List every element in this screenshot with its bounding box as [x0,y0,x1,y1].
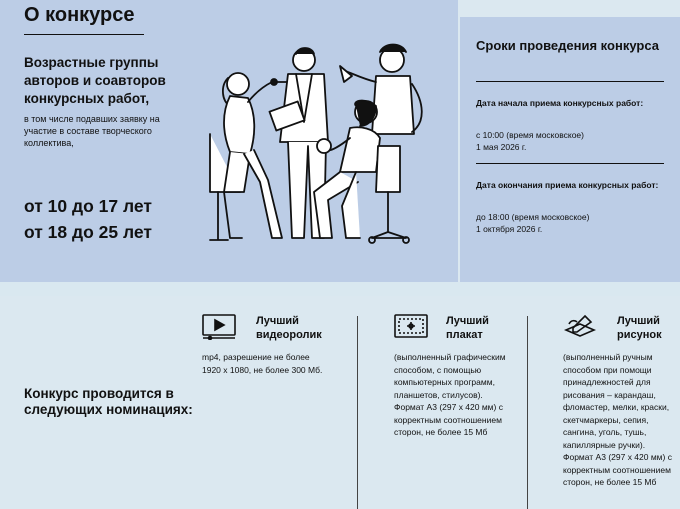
start-date-label: Дата начала приема конкурсных работ: [476,98,644,108]
nomination-description: mp4, разрешение не более 1920 х 1080, не более 300 Мб. [202,352,323,375]
start-date-text: с 10:00 (время московское) 1 мая 2026 г. [476,130,584,152]
schedule-divider [476,163,664,164]
age-range-junior: от 10 до 17 лет [24,196,152,216]
drawing-tablet-icon [563,314,597,340]
title-underline [24,34,144,35]
nomination-description: (выполненный ручным способом при помощи принадлежностей для рисования – карандаш, фломастер, мелки, краски, скетчмаркеры, сепия, сангина, уголь, тушь, капиллярные ручки). Формат А3 (297 х 420 мм) с корректным соотношением сторон, не более 15 Мб [563,352,672,487]
nomination-title: Лучший плакат [446,315,489,341]
nominations-heading: Конкурс проводится в следующих номинациях: [24,386,193,417]
poster-icon [394,314,428,340]
nomination-title: Лучший рисунок [617,315,662,341]
schedule-panel [458,17,680,282]
schedule-title: Сроки проведения конкурса [476,38,659,53]
column-divider [527,316,528,509]
nomination-title: Лучший видеоролик [256,315,322,341]
end-date-label: Дата окончания приема конкурсных работ: [476,180,659,190]
nominations-section [0,296,680,509]
schedule-divider [476,81,664,82]
page-title: О конкурсе [24,4,135,26]
age-groups-heading: Возрастные группы авторов и соавторов конкурсных работ, [24,55,166,106]
about-panel [0,0,458,282]
age-range-senior: от 18 до 25 лет [24,222,152,242]
team-illustration [200,42,450,247]
column-divider [357,316,358,509]
video-player-icon [202,314,236,340]
nomination-description: (выполненный графическим способом, с помощью компьютерных программ, планшетов, стилусов). Формат А3 (297 х 420 мм) с корректным соотношением сторон, не более 15 Мб [394,352,506,437]
end-date-text: до 18:00 (время московское) 1 октября 2026 г. [476,212,590,234]
age-groups-note: в том числе подавших заявку на участие в составе творческого коллектива, [24,114,160,148]
